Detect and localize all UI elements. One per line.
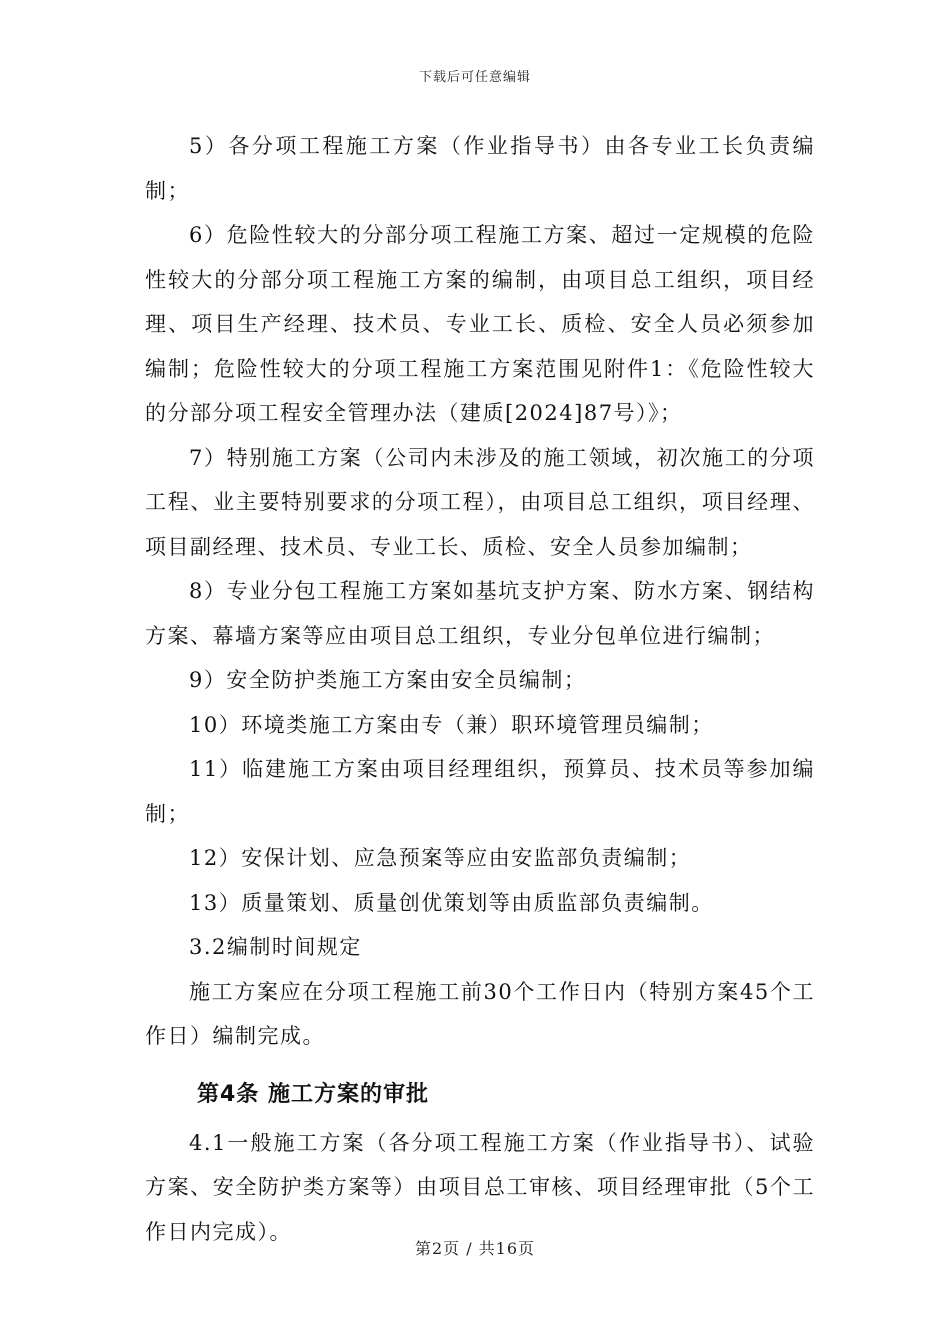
paragraph-item-13: 13）质量策划、质量创优策划等由质监部负责编制。: [189, 890, 714, 915]
paragraph-item-8: 8）专业分包工程施工方案如基坑支护方案、防水方案、钢结构方案、幕墙方案等应由项目总工组织，专业分包单位进行编制；: [145, 579, 815, 648]
section-heading: 第4条 施工方案的审批: [197, 1081, 429, 1107]
paragraph-item-10: 10）环境类施工方案由专（兼）职环境管理员编制；: [189, 712, 714, 737]
paragraph-item-7: 7）特别施工方案（公司内未涉及的施工领域，初次施工的分项工程、业主要特别要求的分项工程），由项目总工组织，项目经理、项目副经理、技术员、专业工长、质检、安全人员参加编制；: [145, 445, 815, 559]
paragraph-item-5: 5）各分项工程施工方案（作业指导书）由各专业工长负责编制；: [145, 134, 815, 203]
paragraph-item-6: 6）危险性较大的分部分项工程施工方案、超过一定规模的危险性较大的分部分项工程施工方案的编制，由项目总工组织，项目经理、项目生产经理、技术员、专业工长、质检、安全人员必须参加编制；危险性较大的分项工程施工方案范围见附件1：《危险性较大的分部分项工程安全管理办法（建质[2024]87号）》；: [145, 223, 815, 425]
paragraph-time-rule: 施工方案应在分项工程施工前30个工作日内（特别方案45个工作日）编制完成。: [145, 979, 815, 1048]
paragraph-4-1: 4.1一般施工方案（各分项工程施工方案（作业指导书）、试验方案、安全防护类方案等）由项目总工审核、项目经理审批（5个工作日内完成）。: [145, 1130, 815, 1244]
paragraph-item-12: 12）安保计划、应急预案等应由安监部负责编制；: [189, 846, 692, 870]
subsection-title-3-2: 3.2编制时间规定: [189, 935, 362, 959]
paragraph-item-9: 9）安全防护类施工方案由安全员编制；: [189, 668, 587, 692]
document-body: [145, 124, 815, 1254]
page-header: 下载后可任意编辑: [418, 70, 531, 85]
page-footer: 第2页 / 共16页: [414, 1239, 536, 1258]
paragraph-item-11: 11）临建施工方案由项目经理组织，预算员、技术员等参加编制；: [145, 757, 815, 826]
